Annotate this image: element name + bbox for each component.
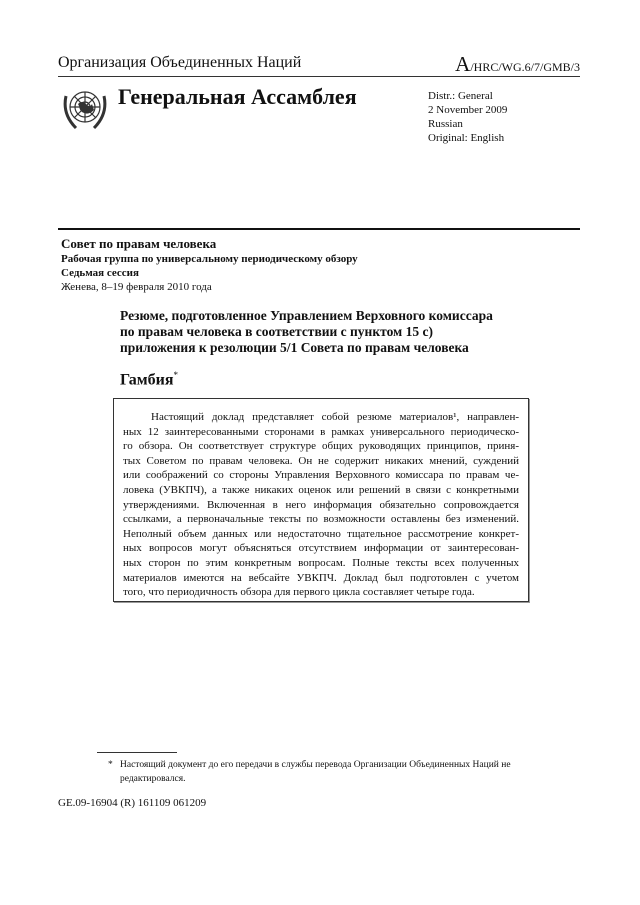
distr-language: Russian xyxy=(428,118,463,130)
summary-text xyxy=(123,410,519,600)
summary-line: го обзора. Он соответствует структуре общих руководящих принципов, приня- xyxy=(123,440,519,453)
distr-date: 2 November 2009 xyxy=(428,104,508,116)
summary-box xyxy=(113,398,529,602)
summary-line: ных 12 заинтересованными сторонами в рамках универсального периодическо- xyxy=(123,425,519,438)
summary-line: ных сторон по этим конкретным вопросам. Полные тексты всех полученных xyxy=(123,556,519,569)
summary-line: или соображений со стороны Управления Верховного комиссара по правам че- xyxy=(123,469,519,482)
footnote-rule xyxy=(97,752,177,753)
footnote-mark: * xyxy=(173,370,179,380)
distr-line: Distr.: General xyxy=(428,90,493,102)
summary-line: ловека (УВКПЧ), а также никаких оценок или решений в связи с конкретными xyxy=(123,483,519,496)
summary-line: того, что периодичность обзора для первого цикла составляет четыре года. xyxy=(123,586,475,599)
summary-line: ных вопросов могут объясняться отсутствием информации от заинтересован- xyxy=(123,542,519,555)
country-heading xyxy=(120,370,178,389)
summary-line: Настоящий доклад представляет собой резюме материалов¹, направлен- xyxy=(151,411,519,423)
document-symbol xyxy=(455,52,580,77)
title-line: по правам человека в соответствии с пунктом 15 с) xyxy=(120,324,433,339)
symbol-prefix: A xyxy=(455,52,471,76)
session: Седьмая сессия xyxy=(61,267,139,279)
title-line: приложения к резолюции 5/1 Совета по правам человека xyxy=(120,340,469,355)
country-name: Гамбия xyxy=(120,371,174,389)
distr-original: Original: English xyxy=(428,132,505,144)
organization-name: Организация Объединенных Наций xyxy=(58,54,302,71)
distribution-info xyxy=(428,89,507,145)
header-rule xyxy=(58,76,580,77)
footnote-mark: * xyxy=(108,760,113,770)
summary-line: Неполный объем данных или недостаточно тщательное рассмотрение конкрет- xyxy=(123,527,519,540)
document-title xyxy=(120,308,540,356)
summary-line: ссылками, а первоначальные тексты по возможности оставлены без изменений. xyxy=(123,513,519,526)
summary-line: тых Советом по правам человека. Он не содержит никаких мнений, суждений xyxy=(123,454,519,467)
un-emblem-icon xyxy=(58,82,112,136)
title-line: Резюме, подготовленное Управлением Верховного комиссара xyxy=(120,308,493,323)
assembly-title: Генеральная Ассамблея xyxy=(118,84,357,109)
summary-line: утверждениями. Включенная в него информация обязательно сопровождается xyxy=(123,498,519,511)
working-group: Рабочая группа по универсальному периодическому обзору xyxy=(61,253,358,265)
footnote-text: Настоящий документ до его передачи в службы перевода Организации Объединенных Наций не редактировался. xyxy=(120,760,511,784)
symbol-rest: /HRC/WG.6/7/GMB/3 xyxy=(470,60,580,74)
council-name: Совет по правам человека xyxy=(61,236,217,251)
summary-line: материалов имеются на вебсайте УВКПЧ. Доклад был подготовлен с учетом xyxy=(123,571,519,584)
thick-rule xyxy=(58,228,580,230)
place-date: Женева, 8–19 февраля 2010 года xyxy=(61,281,212,293)
document-code: GE.09-16904 (R) 161109 061209 xyxy=(58,797,207,809)
footnote xyxy=(108,758,528,786)
